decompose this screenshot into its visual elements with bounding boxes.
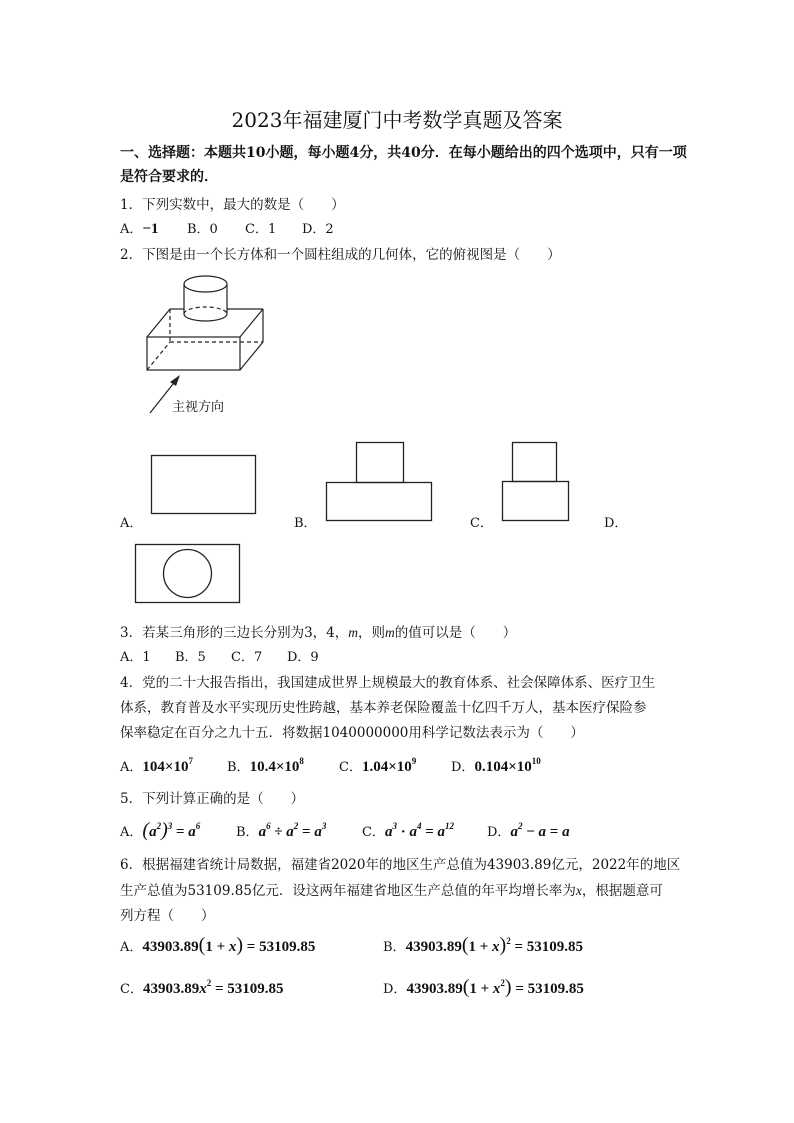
q5-c-exp2: 4 — [416, 821, 422, 831]
q4-option-b-label: B． — [227, 760, 250, 775]
q5-b-var3: a — [314, 824, 322, 840]
q6-b-eq: = — [510, 939, 527, 955]
q4-stem-line3: 保率稳定在百分之九十五．将数据1040000000用科学记数法表示为（ ） — [120, 725, 584, 741]
q4-option-b-base: 10.4×10 — [249, 759, 300, 775]
q5-option-d-label: D． — [487, 825, 511, 840]
q5-option-a — [120, 821, 200, 841]
q4-option-b-exponent: 8 — [299, 756, 304, 766]
q5-a-var-result: a — [188, 824, 196, 840]
q5-option-a-label: A． — [120, 825, 143, 840]
q4-stem-line1: 4．党的二十大报告指出，我国建成世界上规模最大的教育体系、社会保障体系、医疗卫生 — [120, 675, 656, 691]
q2-option-b-label: B． — [294, 516, 317, 531]
q6-stem-line2-post: ，根据题意可 — [581, 883, 663, 899]
q6-option-b — [383, 936, 583, 956]
q6-b-n2: 53109.85 — [526, 939, 584, 955]
q3-stem — [120, 621, 516, 641]
q1-option-c: C．1 — [245, 222, 277, 237]
q5-c-exp1: 3 — [392, 821, 397, 831]
q5-d-minus: − — [522, 824, 539, 840]
q6-b-lparen: ( — [461, 934, 469, 956]
q5-d-var3: a — [562, 824, 570, 840]
q4-stem-line2: 体系，教育普及水平实现历史性跨越，基本养老保险覆盖十亿四千万人，基本医疗保险参 — [120, 700, 647, 716]
q6-d-eq: = — [511, 981, 528, 997]
q6-stem-line3: 列方程（ ） — [120, 908, 215, 924]
q6-a-n2: 53109.85 — [259, 939, 316, 955]
q6-c-n1: 43903.89 — [142, 981, 200, 997]
q5-option-b — [236, 821, 326, 841]
q6-option-d-label: D． — [383, 982, 407, 997]
q3-option-d: D．9 — [287, 650, 319, 665]
q5-b-div: ÷ — [270, 824, 287, 840]
q5-c-var1: a — [384, 824, 393, 840]
q5-a-exp-inner: 2 — [156, 821, 162, 831]
q5-b-var2: a — [286, 824, 294, 840]
q5-option-b-label: B． — [236, 825, 259, 840]
q5-b-exp1: 6 — [266, 821, 271, 831]
q3-var-m2: m — [385, 625, 395, 640]
q6-var-x: x — [575, 883, 582, 898]
q6-c-n2: 53109.85 — [227, 981, 284, 997]
q5-c-var2: a — [409, 824, 417, 840]
q6-option-a-label: A． — [120, 940, 143, 955]
q5-a-exp-outer: 3 — [167, 821, 173, 831]
q5-b-exp2: 2 — [293, 821, 299, 831]
q3-stem-text: 3．若某三角形的三边长分别为3，4， — [120, 625, 349, 641]
q5-c-eq: = — [421, 824, 438, 840]
q5-a-eq: = — [172, 824, 189, 840]
q6-stem-line2 — [120, 879, 663, 899]
q4-option-b — [227, 756, 304, 776]
q4-option-c — [339, 756, 416, 776]
q6-b-one-plus: 1 + — [468, 939, 493, 955]
q1-stem: 1．下列实数中，最大的数是（ ） — [120, 197, 345, 213]
q6-stem-line1: 6．根据福建省统计局数据，福建省2020年的地区生产总值为43903.89亿元，2022年的地区 — [120, 857, 681, 873]
q5-a-exp-result: 6 — [195, 821, 201, 831]
q4-option-c-base: 1.04×10 — [361, 759, 412, 775]
q5-b-eq: = — [298, 824, 315, 840]
q6-d-n2: 53109.85 — [527, 981, 584, 997]
q6-option-d — [383, 978, 584, 998]
q5-b-var1: a — [258, 824, 267, 840]
q6-option-c-label: C． — [120, 982, 143, 997]
q5-b-exp3: 3 — [321, 821, 327, 831]
q2-option-d-label: D． — [604, 516, 628, 531]
q5-a-lparen: ( — [142, 819, 150, 841]
q5-d-var2: a — [538, 824, 546, 840]
q6-d-lparen: ( — [462, 976, 470, 998]
q2-option-d-figure — [135, 544, 241, 604]
q4-option-d-exponent: 10 — [531, 756, 541, 766]
q6-d-n1: 43903.89 — [406, 981, 463, 997]
q5-c-dot: · — [396, 824, 410, 840]
page-title: 2023年福建厦门中考数学真题及答案 — [231, 108, 563, 132]
q6-c-square: 2 — [206, 978, 212, 988]
q6-option-a — [120, 936, 315, 956]
q2-option-a-figure — [151, 455, 257, 515]
q5-c-var3: a — [437, 824, 446, 840]
q6-d-square: 2 — [500, 978, 505, 988]
q2-figure-caption: 主视方向 — [172, 400, 225, 415]
q6-a-x: x — [228, 939, 237, 955]
q5-option-d — [487, 821, 570, 841]
section-heading-line2: 是符合要求的． — [120, 169, 218, 185]
q6-a-n1: 43903.89 — [142, 939, 199, 955]
q6-a-one-plus: 1 + — [205, 939, 229, 955]
q6-a-lparen: ( — [198, 934, 206, 956]
q4-option-d-label: D． — [451, 760, 475, 775]
q6-d-x: x — [492, 981, 501, 997]
q2-option-a-label: A． — [120, 516, 143, 531]
q3-var-m: m — [348, 625, 359, 640]
q1-option-a-label: A． — [120, 222, 143, 237]
q5-d-var1: a — [510, 824, 518, 840]
q5-stem: 5．下列计算正确的是（ ） — [120, 791, 305, 807]
q6-d-rparen: ) — [504, 976, 512, 998]
q6-option-c — [120, 978, 284, 998]
q6-d-one-plus: 1 + — [469, 981, 493, 997]
q6-b-n1: 43903.89 — [405, 939, 462, 955]
q6-c-eq: = — [211, 981, 228, 997]
q5-option-c-label: C． — [362, 825, 385, 840]
q1-option-a — [120, 218, 158, 238]
q4-option-c-exponent: 9 — [411, 756, 417, 766]
q4-option-a-label: A． — [120, 760, 143, 775]
q6-a-rparen: ) — [236, 934, 244, 956]
q3-option-a: A．1 — [120, 650, 151, 665]
q1-option-a-value: −1 — [142, 221, 159, 237]
q4-option-a-exponent: 7 — [188, 756, 193, 766]
q5-a-var: a — [149, 824, 157, 840]
q4-option-a-base: 104×10 — [142, 759, 189, 775]
q5-option-c — [362, 821, 454, 841]
q3-stem-mid: ，则 — [358, 625, 386, 641]
q3-option-b: B．5 — [175, 650, 206, 665]
q2-option-c-label: C． — [470, 516, 493, 531]
q6-c-x: x — [199, 981, 207, 997]
q6-b-square: 2 — [506, 936, 511, 946]
q4-option-d-base: 0.104×10 — [474, 759, 532, 775]
q5-a-rparen: ) — [161, 819, 168, 841]
q4-option-a — [120, 756, 193, 776]
q6-stem-line2-text: 生产总值为53109.85亿元．设这两年福建省地区生产总值的年平均增长率为 — [120, 883, 576, 899]
q3-stem-post: 的值可以是（ ） — [394, 625, 517, 641]
q1-option-d: D．2 — [302, 222, 334, 237]
q4-option-d — [451, 756, 541, 776]
q5-d-exp1: 2 — [517, 821, 523, 831]
q2-option-b-figure — [326, 442, 434, 524]
q5-c-exp3: 12 — [445, 821, 455, 831]
q6-option-b-label: B． — [383, 940, 406, 955]
q5-d-eq: = — [546, 824, 563, 840]
q3-option-c: C．7 — [231, 650, 263, 665]
q6-b-rparen: ) — [499, 934, 507, 956]
q2-option-c-figure — [502, 442, 570, 524]
q6-b-x: x — [492, 939, 500, 955]
q1-option-b: B．0 — [187, 222, 218, 237]
section-heading-line1: 一、选择题：本题共10小题，每小题4分，共40分．在每小题给出的四个选项中，只有一项 — [120, 145, 687, 161]
q6-a-eq: = — [243, 939, 260, 955]
q4-option-c-label: C． — [339, 760, 362, 775]
q2-stem: 2．下图是由一个长方体和一个圆柱组成的几何体，它的俯视图是（ ） — [120, 247, 561, 263]
